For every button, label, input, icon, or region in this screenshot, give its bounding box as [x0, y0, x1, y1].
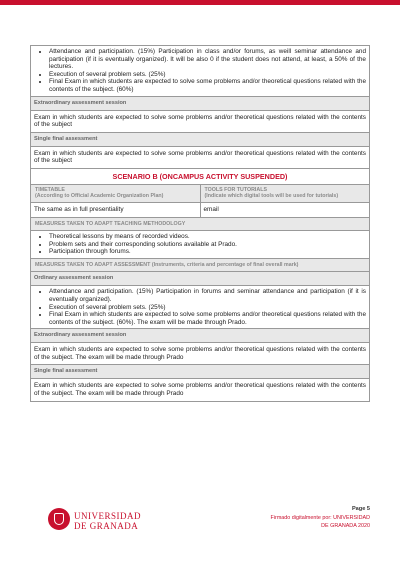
timetable-value: The same as in full presentiality	[31, 203, 201, 217]
teaching-measures	[31, 231, 369, 259]
top-accent-bar	[0, 0, 400, 5]
timetable-sub: (According to Official Academic Organization Plan)	[35, 193, 164, 200]
single-final-text-a: Exam in which students are expected to solve some problems and/or theoretical questions related with the contents of the subject	[31, 147, 369, 169]
list-item: • Participation through forums.	[49, 248, 366, 256]
list-item: • Final Exam in which students are expected to solve some problems and/or theoretical questions related with the contents of the subject. (60%). The exam will be made through Prado.	[49, 311, 366, 326]
extraordinary-heading-a: Extraordinary assessment session	[31, 97, 369, 111]
scenario-b-header-row	[31, 185, 369, 203]
university-name-line1: UNIVERSIDAD	[74, 511, 141, 521]
signature-line1: Firmado digitalmente por: UNIVERSIDAD	[270, 515, 370, 521]
timetable-header	[31, 185, 201, 202]
ordinary-assessment-b	[31, 286, 369, 329]
signature-line2: DE GRANADA 2020	[321, 523, 370, 529]
timetable-label: TIMETABLE	[35, 186, 65, 193]
tools-header	[201, 185, 370, 202]
list-item: • Attendance and participation. (15%) Participation in class and/or forums, as weill seminar attendance and participation (if it is eventually organized). It will be also 0 if the student does not attend, at least, a 50% of the lectures.	[49, 48, 366, 71]
tools-value: email	[203, 205, 219, 213]
teaching-heading: MEASURES TAKEN TO ADAPT TEACHING METHODOLOGY	[31, 218, 369, 232]
extraordinary-heading-b: Extraordinary assessment session	[31, 329, 369, 343]
tools-label: TOOLS FOR TUTORIALS	[204, 186, 267, 193]
university-name-line2: DE GRANADA	[74, 521, 139, 531]
page-footer	[0, 498, 400, 566]
guide-table	[30, 45, 370, 402]
extraordinary-text-b: Exam in which students are expected to solve some problems and/or theoretical questions related with the contents of the subject. The exam will be made through Prado	[31, 343, 369, 365]
list-item: • Attendance and participation. (15%) Participation in forums and seminar attendance and participation (if it is eventually organized).	[49, 288, 366, 303]
list-item: • Execution of several problem sets. (25%)	[49, 304, 366, 312]
tools-sub: (Indicate which digital tools will be used for tutorials)	[204, 193, 339, 200]
university-seal-icon	[48, 508, 70, 530]
single-final-heading-b: Single final assessment	[31, 365, 369, 379]
ordinary-assessment-a	[31, 46, 369, 97]
assessment-heading: MEASURES TAKEN TO ADAPT ASSESSMENT (Instruments, criteria and percentage of final overall mark)	[31, 259, 369, 273]
page-number: Page 5	[351, 506, 370, 512]
extraordinary-text-a: Exam in which students are expected to solve some problems and/or theoretical questions related with the contents of the subject	[31, 111, 369, 133]
list-item: • Theoretical lessons by means of recorded videos.	[49, 233, 366, 241]
list-item: • Problem sets and their corresponding solutions available at Prado.	[49, 241, 366, 249]
single-final-heading-a: Single final assessment	[31, 133, 369, 147]
scenario-b-value-row	[31, 203, 369, 218]
ordinary-heading-b: Ordinary assessment session	[31, 272, 369, 286]
scenario-b-title: SCENARIO B (ONCAMPUS ACTIVITY SUSPENDED)	[31, 169, 369, 185]
list-item: • Execution of several problem sets. (25%)	[49, 71, 366, 79]
single-final-text-b: Exam in which students are expected to solve some problems and/or theoretical questions related with the contents of the subject. The exam will be made through Prado	[34, 382, 366, 398]
list-item: • Final Exam in which students are expected to solve some problems and/or theoretical questions related with the contents of the subject. (60%)	[49, 78, 366, 93]
